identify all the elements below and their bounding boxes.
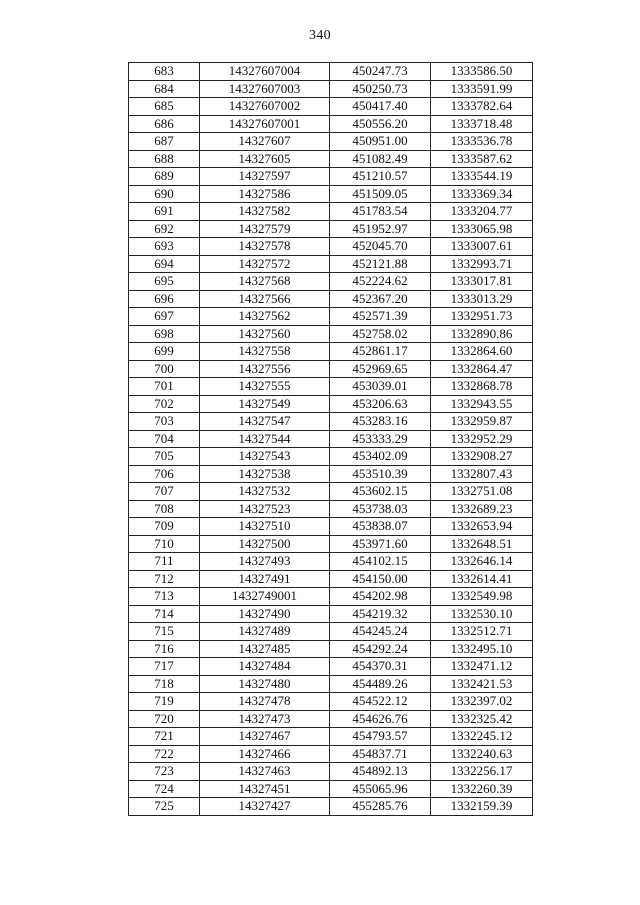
x-coordinate-cell: 452121.88 xyxy=(330,255,431,273)
point-id-cell: 14327493 xyxy=(200,553,330,571)
table-row xyxy=(129,658,533,676)
point-id-cell: 14327538 xyxy=(200,465,330,483)
point-id-cell: 14327463 xyxy=(200,763,330,781)
y-coordinate-cell: 1332240.63 xyxy=(431,745,533,763)
point-id-cell: 14327478 xyxy=(200,693,330,711)
y-coordinate-cell: 1332864.60 xyxy=(431,343,533,361)
table-row xyxy=(129,80,533,98)
x-coordinate-cell: 452861.17 xyxy=(330,343,431,361)
y-coordinate-cell: 1333586.50 xyxy=(431,63,533,81)
y-coordinate-cell: 1332751.08 xyxy=(431,483,533,501)
x-coordinate-cell: 452571.39 xyxy=(330,308,431,326)
row-index-cell: 688 xyxy=(129,150,200,168)
y-coordinate-cell: 1332256.17 xyxy=(431,763,533,781)
x-coordinate-cell: 451082.49 xyxy=(330,150,431,168)
table-row xyxy=(129,483,533,501)
point-id-cell: 14327466 xyxy=(200,745,330,763)
table-row xyxy=(129,168,533,186)
table-row xyxy=(129,535,533,553)
table-row xyxy=(129,430,533,448)
x-coordinate-cell: 454522.12 xyxy=(330,693,431,711)
x-coordinate-cell: 453333.29 xyxy=(330,430,431,448)
table-row xyxy=(129,115,533,133)
row-index-cell: 706 xyxy=(129,465,200,483)
page-number: 340 xyxy=(309,28,331,43)
point-id-cell: 1432749001 xyxy=(200,588,330,606)
x-coordinate-cell: 454892.13 xyxy=(330,763,431,781)
table-row xyxy=(129,448,533,466)
row-index-cell: 687 xyxy=(129,133,200,151)
row-index-cell: 702 xyxy=(129,395,200,413)
x-coordinate-cell: 450417.40 xyxy=(330,98,431,116)
row-index-cell: 683 xyxy=(129,63,200,81)
x-coordinate-cell: 452969.65 xyxy=(330,360,431,378)
point-id-cell: 14327607 xyxy=(200,133,330,151)
x-coordinate-cell: 450556.20 xyxy=(330,115,431,133)
point-id-cell: 14327582 xyxy=(200,203,330,221)
row-index-cell: 684 xyxy=(129,80,200,98)
x-coordinate-cell: 453971.60 xyxy=(330,535,431,553)
row-index-cell: 717 xyxy=(129,658,200,676)
x-coordinate-cell: 450951.00 xyxy=(330,133,431,151)
y-coordinate-cell: 1332807.43 xyxy=(431,465,533,483)
y-coordinate-cell: 1333544.19 xyxy=(431,168,533,186)
row-index-cell: 716 xyxy=(129,640,200,658)
table-row xyxy=(129,465,533,483)
x-coordinate-cell: 454489.26 xyxy=(330,675,431,693)
point-id-cell: 14327544 xyxy=(200,430,330,448)
table-row xyxy=(129,553,533,571)
y-coordinate-cell: 1332549.98 xyxy=(431,588,533,606)
y-coordinate-cell: 1332952.29 xyxy=(431,430,533,448)
x-coordinate-cell: 455065.96 xyxy=(330,780,431,798)
y-coordinate-cell: 1332648.51 xyxy=(431,535,533,553)
point-id-cell: 14327562 xyxy=(200,308,330,326)
coordinate-table-body xyxy=(129,63,533,816)
table-row xyxy=(129,518,533,536)
row-index-cell: 701 xyxy=(129,378,200,396)
y-coordinate-cell: 1332159.39 xyxy=(431,798,533,816)
x-coordinate-cell: 454370.31 xyxy=(330,658,431,676)
row-index-cell: 724 xyxy=(129,780,200,798)
table-row xyxy=(129,413,533,431)
row-index-cell: 722 xyxy=(129,745,200,763)
row-index-cell: 694 xyxy=(129,255,200,273)
row-index-cell: 720 xyxy=(129,710,200,728)
point-id-cell: 14327566 xyxy=(200,290,330,308)
y-coordinate-cell: 1332890.86 xyxy=(431,325,533,343)
row-index-cell: 714 xyxy=(129,605,200,623)
row-index-cell: 721 xyxy=(129,728,200,746)
row-index-cell: 723 xyxy=(129,763,200,781)
table-row xyxy=(129,360,533,378)
row-index-cell: 707 xyxy=(129,483,200,501)
point-id-cell: 14327467 xyxy=(200,728,330,746)
row-index-cell: 698 xyxy=(129,325,200,343)
x-coordinate-cell: 451509.05 xyxy=(330,185,431,203)
row-index-cell: 697 xyxy=(129,308,200,326)
table-row xyxy=(129,255,533,273)
row-index-cell: 704 xyxy=(129,430,200,448)
point-id-cell: 14327555 xyxy=(200,378,330,396)
x-coordinate-cell: 454837.71 xyxy=(330,745,431,763)
x-coordinate-cell: 452758.02 xyxy=(330,325,431,343)
y-coordinate-cell: 1332868.78 xyxy=(431,378,533,396)
y-coordinate-cell: 1332908.27 xyxy=(431,448,533,466)
x-coordinate-cell: 453838.07 xyxy=(330,518,431,536)
table-row xyxy=(129,605,533,623)
x-coordinate-cell: 454292.24 xyxy=(330,640,431,658)
y-coordinate-cell: 1333065.98 xyxy=(431,220,533,238)
y-coordinate-cell: 1332421.53 xyxy=(431,675,533,693)
y-coordinate-cell: 1333013.29 xyxy=(431,290,533,308)
row-index-cell: 710 xyxy=(129,535,200,553)
row-index-cell: 693 xyxy=(129,238,200,256)
x-coordinate-cell: 454245.24 xyxy=(330,623,431,641)
table-row xyxy=(129,203,533,221)
table-row xyxy=(129,378,533,396)
point-id-cell: 14327605 xyxy=(200,150,330,168)
row-index-cell: 695 xyxy=(129,273,200,291)
y-coordinate-cell: 1333718.48 xyxy=(431,115,533,133)
y-coordinate-cell: 1332864.47 xyxy=(431,360,533,378)
table-row xyxy=(129,710,533,728)
table-row xyxy=(129,675,533,693)
row-index-cell: 725 xyxy=(129,798,200,816)
point-id-cell: 14327607003 xyxy=(200,80,330,98)
x-coordinate-cell: 454219.32 xyxy=(330,605,431,623)
x-coordinate-cell: 450247.73 xyxy=(330,63,431,81)
row-index-cell: 713 xyxy=(129,588,200,606)
x-coordinate-cell: 454626.76 xyxy=(330,710,431,728)
row-index-cell: 711 xyxy=(129,553,200,571)
point-id-cell: 14327607004 xyxy=(200,63,330,81)
x-coordinate-cell: 453402.09 xyxy=(330,448,431,466)
table-row xyxy=(129,623,533,641)
y-coordinate-cell: 1332959.87 xyxy=(431,413,533,431)
point-id-cell: 14327607002 xyxy=(200,98,330,116)
y-coordinate-cell: 1332614.41 xyxy=(431,570,533,588)
point-id-cell: 14327558 xyxy=(200,343,330,361)
point-id-cell: 14327473 xyxy=(200,710,330,728)
table-row xyxy=(129,343,533,361)
row-index-cell: 686 xyxy=(129,115,200,133)
row-index-cell: 715 xyxy=(129,623,200,641)
coordinate-table xyxy=(128,62,533,816)
table-row xyxy=(129,798,533,816)
x-coordinate-cell: 452045.70 xyxy=(330,238,431,256)
point-id-cell: 14327597 xyxy=(200,168,330,186)
y-coordinate-cell: 1332245.12 xyxy=(431,728,533,746)
x-coordinate-cell: 453510.39 xyxy=(330,465,431,483)
point-id-cell: 14327586 xyxy=(200,185,330,203)
point-id-cell: 14327549 xyxy=(200,395,330,413)
point-id-cell: 14327500 xyxy=(200,535,330,553)
y-coordinate-cell: 1333204.77 xyxy=(431,203,533,221)
table-row xyxy=(129,763,533,781)
row-index-cell: 703 xyxy=(129,413,200,431)
y-coordinate-cell: 1332495.10 xyxy=(431,640,533,658)
point-id-cell: 14327484 xyxy=(200,658,330,676)
row-index-cell: 692 xyxy=(129,220,200,238)
row-index-cell: 705 xyxy=(129,448,200,466)
table-row xyxy=(129,150,533,168)
table-row xyxy=(129,570,533,588)
point-id-cell: 14327427 xyxy=(200,798,330,816)
point-id-cell: 14327532 xyxy=(200,483,330,501)
point-id-cell: 14327578 xyxy=(200,238,330,256)
x-coordinate-cell: 451783.54 xyxy=(330,203,431,221)
point-id-cell: 14327556 xyxy=(200,360,330,378)
point-id-cell: 14327547 xyxy=(200,413,330,431)
x-coordinate-cell: 451952.97 xyxy=(330,220,431,238)
row-index-cell: 700 xyxy=(129,360,200,378)
x-coordinate-cell: 453602.15 xyxy=(330,483,431,501)
x-coordinate-cell: 454150.00 xyxy=(330,570,431,588)
y-coordinate-cell: 1332530.10 xyxy=(431,605,533,623)
table-row xyxy=(129,185,533,203)
x-coordinate-cell: 452367.20 xyxy=(330,290,431,308)
y-coordinate-cell: 1332260.39 xyxy=(431,780,533,798)
x-coordinate-cell: 454102.15 xyxy=(330,553,431,571)
x-coordinate-cell: 451210.57 xyxy=(330,168,431,186)
table-row xyxy=(129,220,533,238)
row-index-cell: 709 xyxy=(129,518,200,536)
table-row xyxy=(129,395,533,413)
y-coordinate-cell: 1333782.64 xyxy=(431,98,533,116)
row-index-cell: 718 xyxy=(129,675,200,693)
row-index-cell: 699 xyxy=(129,343,200,361)
table-row xyxy=(129,98,533,116)
table-row xyxy=(129,745,533,763)
point-id-cell: 14327451 xyxy=(200,780,330,798)
y-coordinate-cell: 1332646.14 xyxy=(431,553,533,571)
x-coordinate-cell: 450250.73 xyxy=(330,80,431,98)
point-id-cell: 14327607001 xyxy=(200,115,330,133)
table-row xyxy=(129,500,533,518)
y-coordinate-cell: 1333007.61 xyxy=(431,238,533,256)
row-index-cell: 689 xyxy=(129,168,200,186)
row-index-cell: 691 xyxy=(129,203,200,221)
row-index-cell: 708 xyxy=(129,500,200,518)
table-row xyxy=(129,728,533,746)
point-id-cell: 14327523 xyxy=(200,500,330,518)
y-coordinate-cell: 1333587.62 xyxy=(431,150,533,168)
table-row xyxy=(129,308,533,326)
y-coordinate-cell: 1332397.02 xyxy=(431,693,533,711)
point-id-cell: 14327480 xyxy=(200,675,330,693)
y-coordinate-cell: 1332689.23 xyxy=(431,500,533,518)
row-index-cell: 696 xyxy=(129,290,200,308)
table-row xyxy=(129,273,533,291)
point-id-cell: 14327485 xyxy=(200,640,330,658)
y-coordinate-cell: 1332943.55 xyxy=(431,395,533,413)
y-coordinate-cell: 1333591.99 xyxy=(431,80,533,98)
y-coordinate-cell: 1333536.78 xyxy=(431,133,533,151)
point-id-cell: 14327579 xyxy=(200,220,330,238)
row-index-cell: 719 xyxy=(129,693,200,711)
point-id-cell: 14327568 xyxy=(200,273,330,291)
y-coordinate-cell: 1332325.42 xyxy=(431,710,533,728)
point-id-cell: 14327572 xyxy=(200,255,330,273)
y-coordinate-cell: 1332512.71 xyxy=(431,623,533,641)
table-row xyxy=(129,325,533,343)
row-index-cell: 690 xyxy=(129,185,200,203)
x-coordinate-cell: 455285.76 xyxy=(330,798,431,816)
point-id-cell: 14327490 xyxy=(200,605,330,623)
table-row xyxy=(129,133,533,151)
table-row xyxy=(129,588,533,606)
y-coordinate-cell: 1333369.34 xyxy=(431,185,533,203)
y-coordinate-cell: 1333017.81 xyxy=(431,273,533,291)
table-row xyxy=(129,693,533,711)
table-row xyxy=(129,238,533,256)
x-coordinate-cell: 453206.63 xyxy=(330,395,431,413)
point-id-cell: 14327560 xyxy=(200,325,330,343)
table-row xyxy=(129,63,533,81)
x-coordinate-cell: 454793.57 xyxy=(330,728,431,746)
point-id-cell: 14327543 xyxy=(200,448,330,466)
y-coordinate-cell: 1332471.12 xyxy=(431,658,533,676)
x-coordinate-cell: 453039.01 xyxy=(330,378,431,396)
table-row xyxy=(129,640,533,658)
y-coordinate-cell: 1332993.71 xyxy=(431,255,533,273)
y-coordinate-cell: 1332951.73 xyxy=(431,308,533,326)
point-id-cell: 14327510 xyxy=(200,518,330,536)
x-coordinate-cell: 454202.98 xyxy=(330,588,431,606)
table-row xyxy=(129,290,533,308)
row-index-cell: 712 xyxy=(129,570,200,588)
x-coordinate-cell: 453738.03 xyxy=(330,500,431,518)
point-id-cell: 14327491 xyxy=(200,570,330,588)
x-coordinate-cell: 452224.62 xyxy=(330,273,431,291)
point-id-cell: 14327489 xyxy=(200,623,330,641)
row-index-cell: 685 xyxy=(129,98,200,116)
y-coordinate-cell: 1332653.94 xyxy=(431,518,533,536)
table-row xyxy=(129,780,533,798)
x-coordinate-cell: 453283.16 xyxy=(330,413,431,431)
